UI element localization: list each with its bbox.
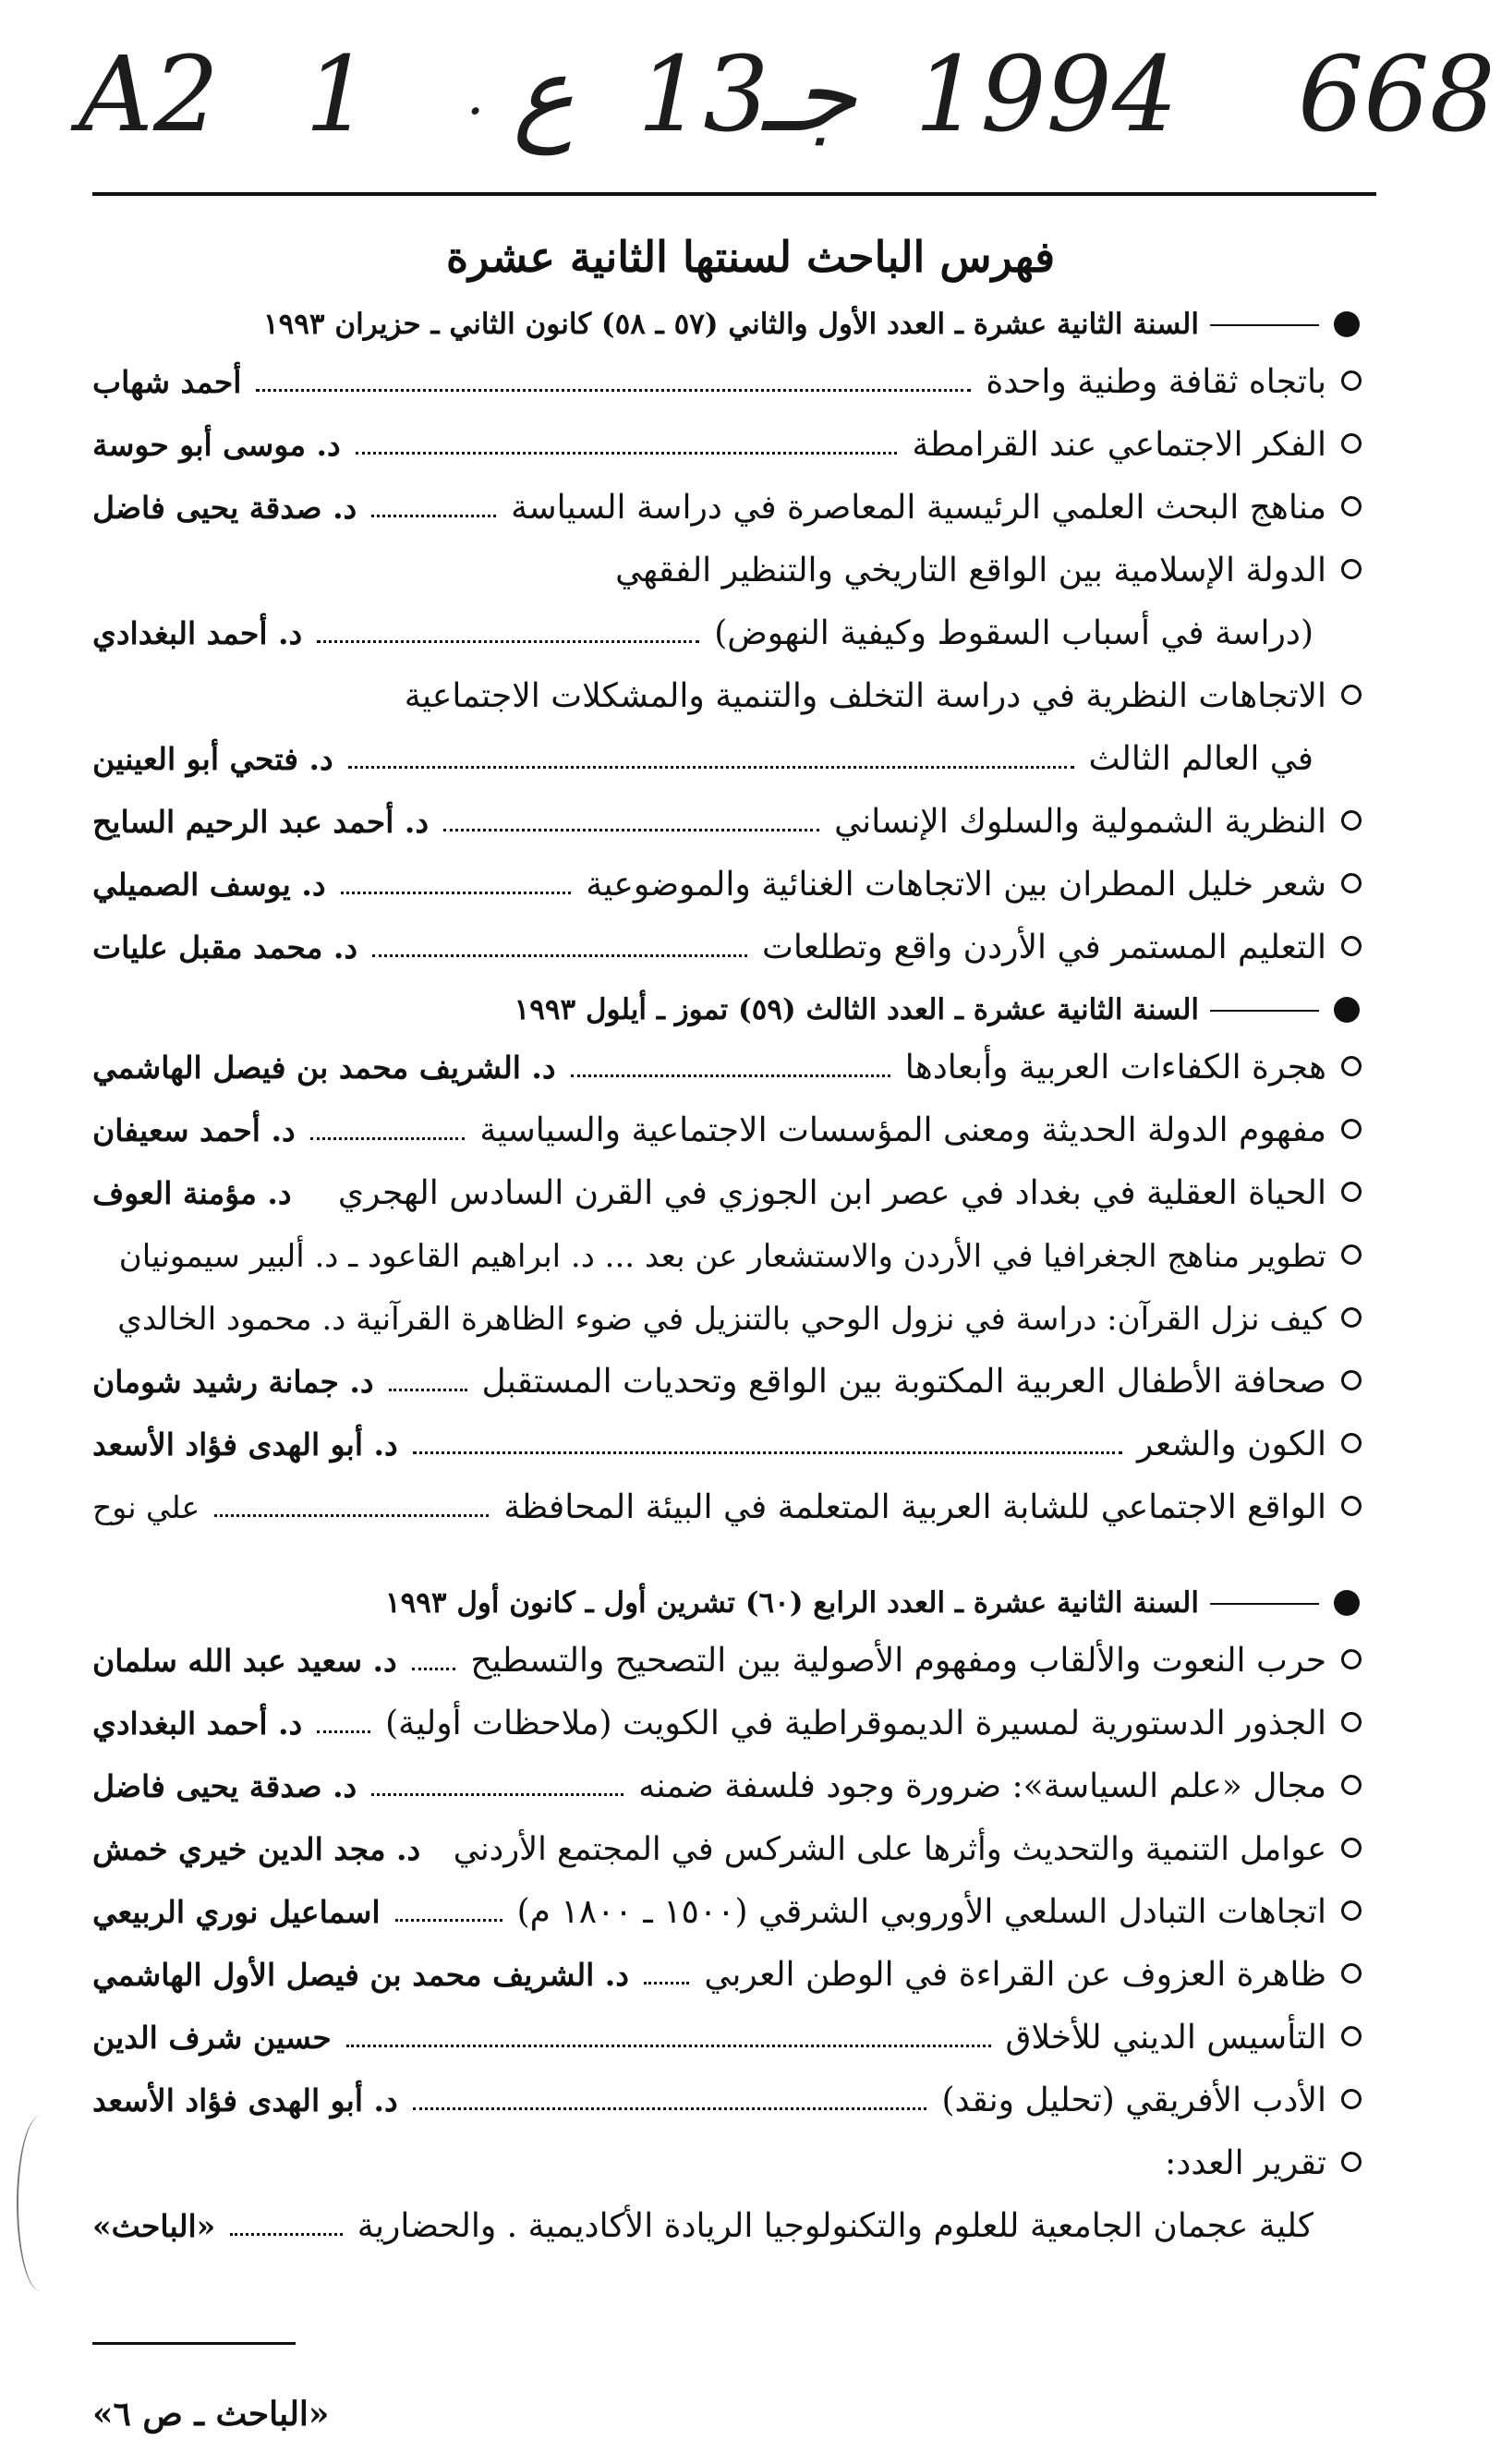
- section-heading: [83, 983, 1367, 1040]
- hollow-bullet-icon: [1341, 559, 1362, 579]
- list-item: [83, 1759, 1367, 1822]
- article-title: الجذور الدستورية لمسيرة الديموقراطية في الكويت (ملاحظات أولية): [385, 1705, 1326, 1742]
- hollow-bullet-icon: [1341, 496, 1362, 516]
- dot-leader: [348, 766, 1074, 769]
- article-author: د. مؤمنة العوف: [92, 1175, 292, 1211]
- article-author: د. أبو الهدى فؤاد الأسعد: [92, 1426, 398, 1463]
- list-item: [83, 1696, 1367, 1759]
- page-title: فهرس الباحث لسنتها الثانية عشرة: [445, 232, 1056, 282]
- list-item-continuation: [83, 606, 1367, 669]
- section-heading-text: السنة الثانية عشرة ـ العدد الثالث (٥٩) تموز ـ أيلول ١٩٩٣: [514, 993, 1199, 1026]
- dot-leader: [371, 1793, 623, 1796]
- article-author: اسماعيل نوري الربيعي: [92, 1894, 381, 1930]
- hollow-bullet-icon: [1341, 1900, 1362, 1921]
- section-heading-text: السنة الثانية عشرة ـ العدد الأول والثاني (٥٧ ـ ٥٨) كانون الثاني ـ حزيران ١٩٩٣: [262, 308, 1199, 341]
- filled-bullet-icon: [1334, 1590, 1360, 1616]
- list-item-continuation: [83, 2199, 1367, 2262]
- article-author: د. أحمد سعيفان: [92, 1112, 296, 1148]
- list-item: [83, 2073, 1367, 2136]
- handwritten-year: 1994: [914, 35, 1179, 155]
- top-divider: [92, 192, 1376, 196]
- article-title: الدولة الإسلامية بين الواقع التاريخي والتنظير الفقهي: [615, 552, 1326, 589]
- hollow-bullet-icon: [1341, 370, 1362, 391]
- article-title: عوامل التنمية والتحديث وأثرها على الشركس في المجتمع الأردني: [453, 1831, 1326, 1868]
- list-item: [83, 1633, 1367, 1696]
- list-item: [83, 418, 1367, 480]
- hollow-bullet-icon: [1341, 1307, 1362, 1328]
- article-title: اتجاهات التبادل السلعي الأوروبي الشرقي (١٥٠٠ ـ ١٨٠٠ م): [516, 1893, 1326, 1931]
- dot-leader: [256, 389, 971, 392]
- handwritten-issue-number: 13: [637, 35, 769, 155]
- article-author: «الباحث»: [92, 2208, 216, 2244]
- handwritten-page-number: 668: [1298, 35, 1495, 155]
- article-author: د. فتحي أبو العينين: [92, 741, 333, 777]
- list-item: [83, 1354, 1367, 1417]
- article-title: تقرير العدد:: [1165, 2144, 1326, 2182]
- list-item: [83, 2136, 1367, 2199]
- article-author: د. مجد الدين خيري خمش: [92, 1831, 421, 1867]
- hollow-bullet-icon: [1341, 685, 1362, 705]
- dot-leader: [310, 1137, 466, 1140]
- article-title: مجال «علم السياسة»: ضرورة وجود فلسفة ضمنه: [638, 1767, 1326, 1805]
- article-title: التأسيس الديني للأخلاق: [1005, 2019, 1326, 2057]
- hollow-bullet-icon: [1341, 2026, 1362, 2046]
- page-footer: «الباحث ـ ص ٦»: [92, 2395, 330, 2434]
- hollow-bullet-icon: [1341, 1182, 1362, 1202]
- dot-leader: [571, 1074, 890, 1077]
- handwritten-number: 1: [305, 35, 371, 155]
- filled-bullet-icon: [1334, 997, 1360, 1023]
- article-author: د. موسى أبو حوسة: [92, 427, 341, 463]
- article-title: الواقع الاجتماعي للشابة العربية المتعلمة في البيئة المحافظة: [503, 1488, 1326, 1526]
- article-author: د. محمد مقبل عليات: [92, 929, 358, 965]
- list-item: [83, 920, 1367, 983]
- article-author: علي نوح: [92, 1489, 200, 1525]
- article-title: حرب النعوت والألقاب ومفهوم الأصولية بين التصحيح والتسطيح: [470, 1642, 1326, 1680]
- dot-leader: [356, 452, 898, 455]
- scan-margin-mark: [17, 2116, 65, 2291]
- handwritten-issue-letter: ع: [513, 35, 575, 155]
- dot-leader: [412, 1668, 456, 1670]
- article-title: الأدب الأفريقي (تحليل ونقد): [941, 2082, 1326, 2119]
- article-author: د. أبو الهدى فؤاد الأسعد: [92, 2082, 398, 2118]
- dot-leader: [214, 1514, 489, 1517]
- hollow-bullet-icon: [1341, 1370, 1362, 1390]
- article-title: هجرة الكفاءات العربية وأبعادها: [904, 1049, 1326, 1086]
- handwritten-code: A2: [79, 35, 220, 155]
- dot-leader: [230, 2233, 342, 2236]
- article-author: د. جمانة رشيد شومان: [92, 1364, 374, 1400]
- list-item: [83, 2010, 1367, 2073]
- list-item: [83, 669, 1367, 732]
- article-author: د. صدقة يحيى فاضل: [92, 490, 357, 526]
- list-item: [83, 1480, 1367, 1543]
- article-title: الفكر الاجتماعي عند القرامطة: [912, 426, 1326, 464]
- list-item: [83, 1166, 1367, 1229]
- list-item: [83, 1885, 1367, 1948]
- article-title: مناهج البحث العلمي الرئيسية المعاصرة في دراسة السياسة: [511, 489, 1326, 527]
- hollow-bullet-icon: [1341, 2152, 1362, 2172]
- hollow-bullet-icon: [1341, 2089, 1362, 2109]
- article-title: النظرية الشمولية والسلوك الإنساني: [834, 803, 1326, 841]
- article-title-continuation: في العالم الثالث: [1088, 740, 1313, 778]
- article-author: د. الشريف محمد بن فيصل الهاشمي: [92, 1050, 556, 1086]
- hollow-bullet-icon: [1341, 1963, 1362, 1984]
- dot-leader: [443, 829, 819, 831]
- article-author: حسين شرف الدين: [92, 2020, 332, 2056]
- dot-leader: [346, 2045, 991, 2047]
- hollow-bullet-icon: [1341, 1433, 1362, 1453]
- handwritten-part-letter: جـ: [762, 35, 857, 155]
- article-title: ظاهرة العزوف عن القراءة في الوطن العربي: [704, 1956, 1326, 1994]
- list-item: [83, 795, 1367, 857]
- heading-rule: [1210, 1603, 1319, 1605]
- article-title: التعليم المستمر في الأردن واقع وتطلعات: [761, 929, 1326, 966]
- section-heading: [83, 297, 1367, 355]
- article-title: صحافة الأطفال العربية المكتوبة بين الواقع وتحديات المستقبل: [481, 1363, 1326, 1401]
- dot-leader: [317, 1730, 370, 1733]
- article-author: أحمد شهاب: [92, 364, 242, 400]
- dot-leader: [644, 1982, 689, 1985]
- article-author: د. سعيد عبد الله سلمان: [92, 1643, 397, 1679]
- dot-leader: [413, 1451, 1122, 1454]
- list-item: [83, 1103, 1367, 1166]
- hollow-bullet-icon: [1341, 1649, 1362, 1669]
- hollow-bullet-icon: [1341, 1712, 1362, 1732]
- article-title: مفهوم الدولة الحديثة ومعنى المؤسسات الاجتماعية والسياسية: [479, 1111, 1326, 1149]
- article-title: شعر خليل المطران بين الاتجاهات الغنائية والموضوعية: [586, 866, 1326, 904]
- hollow-bullet-icon: [1341, 1775, 1362, 1795]
- list-item: [83, 1417, 1367, 1480]
- handwritten-dot: .: [466, 63, 485, 127]
- hollow-bullet-icon: [1341, 936, 1362, 956]
- hollow-bullet-icon: [1341, 873, 1362, 893]
- dot-leader: [395, 1919, 502, 1922]
- dot-leader: [413, 2107, 927, 2110]
- article-title: الحياة العقلية في بغداد في عصر ابن الجوزي في القرن السادس الهجري: [337, 1174, 1326, 1212]
- dot-leader: [317, 640, 699, 643]
- hollow-bullet-icon: [1341, 1119, 1362, 1139]
- article-title: باتجاه ثقافة وطنية واحدة: [986, 363, 1326, 401]
- dot-leader: [372, 954, 747, 957]
- hollow-bullet-icon: [1341, 1244, 1362, 1265]
- filled-bullet-icon: [1334, 311, 1360, 337]
- article-author: د. يوسف الصميلي: [92, 867, 326, 903]
- heading-rule: [1210, 324, 1319, 326]
- dot-leader: [341, 892, 572, 894]
- article-title: الكون والشعر: [1136, 1426, 1326, 1463]
- list-item: [83, 1229, 1367, 1292]
- hollow-bullet-icon: [1341, 1496, 1362, 1516]
- hollow-bullet-icon: [1341, 810, 1362, 831]
- article-title: كيف نزل القرآن: دراسة في نزول الوحي بالتنزيل في ضوء الظاهرة القرآنية د. محمود الخالدي: [117, 1301, 1326, 1338]
- list-item: [83, 480, 1367, 543]
- hollow-bullet-icon: [1341, 1056, 1362, 1076]
- article-author: د. أحمد البغدادي: [92, 1705, 303, 1742]
- list-item: [83, 1040, 1367, 1103]
- dot-leader: [389, 1389, 467, 1391]
- footer-divider: [92, 2342, 296, 2345]
- section-heading-text: السنة الثانية عشرة ـ العدد الرابع (٦٠) تشرين أول ـ كانون أول ١٩٩٣: [384, 1586, 1199, 1620]
- list-item: [83, 543, 1367, 606]
- article-title: الاتجاهات النظرية في دراسة التخلف والتنمية والمشكلات الاجتماعية: [404, 677, 1326, 715]
- list-item: [83, 1292, 1367, 1354]
- heading-rule: [1210, 1010, 1319, 1012]
- article-title: تطوير مناهج الجغرافيا في الأردن والاستشعار عن بعد ... د. ابراهيم القاعود ـ د. ألبير سيمونيان: [118, 1238, 1326, 1275]
- list-item: [83, 1822, 1367, 1885]
- index-list: [83, 297, 1367, 2262]
- list-item-continuation: [83, 732, 1367, 795]
- hollow-bullet-icon: [1341, 433, 1362, 454]
- article-author: د. صدقة يحيى فاضل: [92, 1768, 357, 1804]
- list-item: [83, 1948, 1367, 2010]
- list-item: [83, 857, 1367, 920]
- section-heading: [83, 1576, 1367, 1633]
- article-title-continuation: (دراسة في أسباب السقوط وكيفية النهوض): [714, 614, 1313, 652]
- list-item: [83, 355, 1367, 418]
- hollow-bullet-icon: [1341, 1838, 1362, 1858]
- article-author: د. أحمد عبد الرحيم السايح: [92, 804, 430, 840]
- dot-leader: [371, 515, 496, 517]
- article-author: د. الشريف محمد بن فيصل الأول الهاشمي: [92, 1957, 629, 1993]
- article-title-continuation: كلية عجمان الجامعية للعلوم والتكنولوجيا الريادة الأكاديمية . والحضارية: [357, 2207, 1313, 2245]
- article-author: د. أحمد البغدادي: [92, 615, 303, 651]
